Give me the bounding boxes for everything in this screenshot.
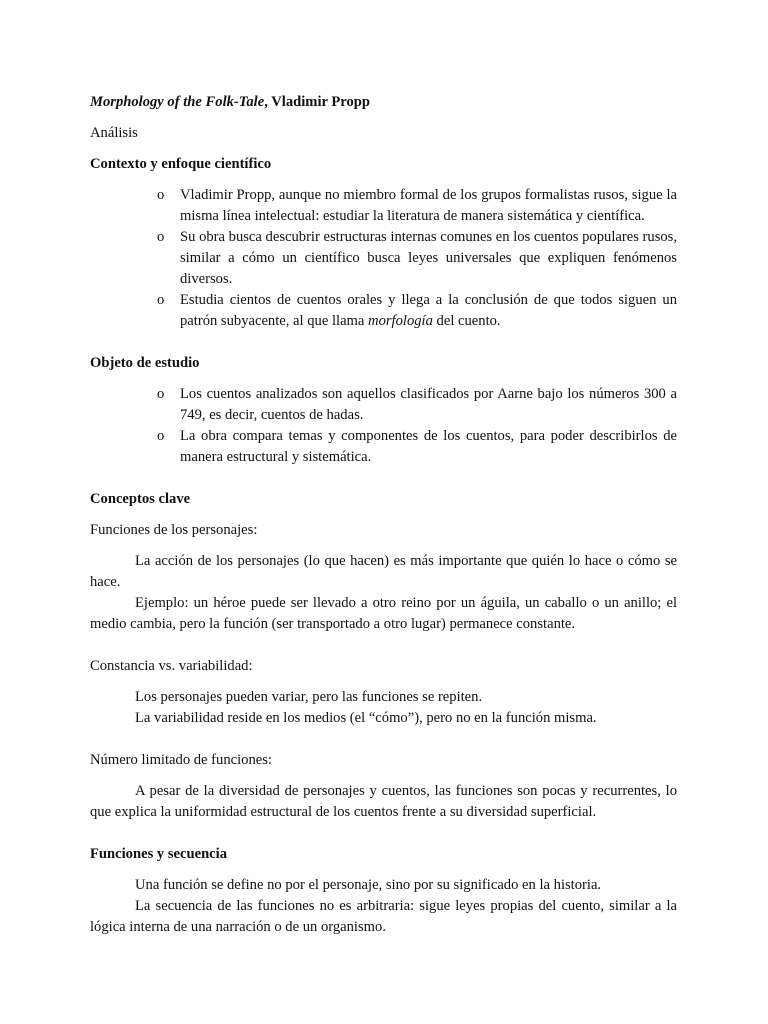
document-title bbox=[90, 92, 677, 113]
list-item bbox=[157, 384, 677, 426]
list-item-text: Vladimir Propp, aunque no miembro formal de los grupos formalistas rusos, sigue la misma línea intelectual: estudiar la literatura de manera sistemática y científica. bbox=[180, 187, 677, 224]
spacer bbox=[90, 332, 677, 353]
section-heading-objeto: Objeto de estudio bbox=[90, 355, 200, 371]
section-heading-funciones-secuencia: Funciones y secuencia bbox=[90, 846, 228, 862]
bullet-marker: o bbox=[157, 292, 165, 308]
section-heading-contexto: Contexto y enfoque científico bbox=[90, 156, 272, 172]
subsection-label-numero: Número limitado de funciones: bbox=[90, 752, 272, 768]
emphasis-morfologia: morfología bbox=[368, 313, 433, 329]
document-subtitle: Análisis bbox=[90, 125, 138, 141]
bullet-marker: o bbox=[157, 386, 165, 402]
section-heading-conceptos: Conceptos clave bbox=[90, 491, 191, 507]
spacer bbox=[90, 635, 677, 656]
list-item-text: Su obra busca descubrir estructuras internas comunes en los cuentos populares rusos, similar a cómo un científico busca leyes universales que expliquen fenómenos diversos. bbox=[180, 229, 677, 287]
paragraph: La secuencia de las funciones no es arbitraria: sigue leyes propias del cuento, similar a la lógica interna de una narración o de un organismo. bbox=[90, 898, 677, 935]
list-item bbox=[157, 290, 677, 332]
document-body bbox=[90, 92, 677, 938]
paragraph: La variabilidad reside en los medios (el “cómo”), pero no en la función misma. bbox=[135, 710, 597, 726]
list-item-text: Estudia cientos de cuentos orales y llega a la conclusión de que todos siguen un patrón subyacente, al que llama bbox=[180, 292, 677, 329]
spacer bbox=[90, 729, 677, 750]
paragraph: A pesar de la diversidad de personajes y cuentos, las funciones son pocas y recurrentes, lo que explica la uniformidad estructural de los cuentos frente a su diversidad superficial. bbox=[90, 783, 677, 820]
paragraph: Ejemplo: un héroe puede ser llevado a otro reino por un águila, un caballo o un anillo; el medio cambia, pero la función (ser transportado a otro lugar) permanece constante. bbox=[90, 595, 677, 632]
bullet-marker: o bbox=[157, 229, 165, 245]
book-title: Morphology of the Folk-Tale bbox=[90, 94, 265, 110]
list-item-text: La obra compara temas y componentes de los cuentos, para poder describirlos de manera estructural y sistemática. bbox=[180, 428, 677, 465]
bullet-marker: o bbox=[157, 428, 165, 444]
list-item bbox=[157, 185, 677, 227]
list-item-text: Los cuentos analizados son aquellos clasificados por Aarne bajo los números 300 a 749, es decir, cuentos de hadas. bbox=[180, 386, 677, 423]
list-item bbox=[157, 227, 677, 290]
bullet-list-contexto bbox=[90, 185, 677, 332]
subsection-label-constancia: Constancia vs. variabilidad: bbox=[90, 658, 253, 674]
paragraph: Una función se define no por el personaje, sino por su significado en la historia. bbox=[135, 877, 602, 893]
bullet-marker: o bbox=[157, 187, 165, 203]
author-name: , Vladimir Propp bbox=[264, 94, 371, 110]
subsection-label-funciones: Funciones de los personajes: bbox=[90, 522, 258, 538]
list-item bbox=[157, 426, 677, 468]
spacer bbox=[90, 823, 677, 844]
spacer bbox=[90, 468, 677, 489]
list-item-text-end: del cuento. bbox=[432, 313, 501, 329]
paragraph: Los personajes pueden variar, pero las funciones se repiten. bbox=[135, 689, 483, 705]
bullet-list-objeto bbox=[90, 384, 677, 468]
paragraph: La acción de los personajes (lo que hacen) es más importante que quién lo hace o cómo se hace. bbox=[90, 553, 677, 590]
